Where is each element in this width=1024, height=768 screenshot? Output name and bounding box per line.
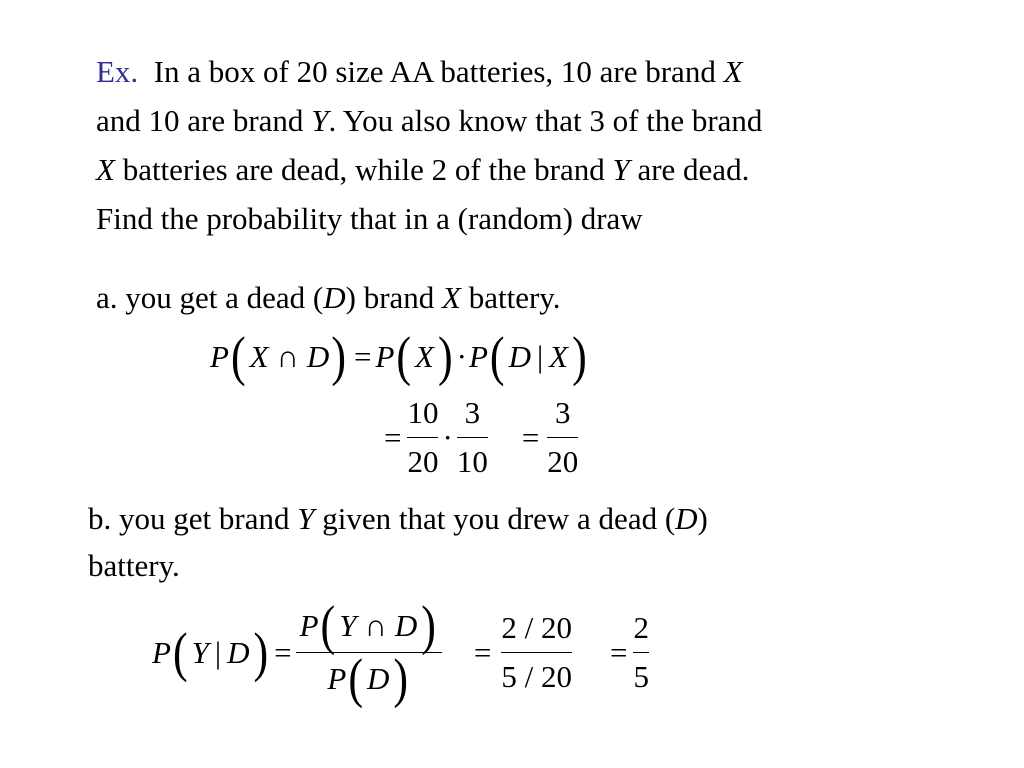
math-p: P xyxy=(210,339,229,374)
problem-text: are dead. xyxy=(629,152,750,187)
multiply-dot: · xyxy=(456,339,467,374)
variable-y: Y xyxy=(311,103,329,138)
part-b-prompt-line-1 xyxy=(88,499,708,539)
variable-d: D xyxy=(323,280,346,315)
math-d: D xyxy=(306,339,330,374)
problem-text: . You also know that 3 of the brand xyxy=(328,103,763,138)
equals-sign: = xyxy=(384,419,402,455)
right-paren: ) xyxy=(393,647,409,709)
intersection-symbol: ∩ xyxy=(276,339,299,374)
multiply-dot: · xyxy=(442,419,453,455)
denominator: 10 xyxy=(456,444,488,479)
numerator: 3 xyxy=(464,395,481,430)
fraction-10-20 xyxy=(407,393,438,482)
fraction-conditional xyxy=(296,594,442,709)
right-paren: ) xyxy=(421,594,436,656)
equals-sign: = xyxy=(353,339,372,374)
numerator: 3 xyxy=(555,395,571,430)
fraction-bar xyxy=(296,652,442,653)
part-a-equation-1 xyxy=(210,325,589,387)
fraction-bar xyxy=(457,437,488,438)
fraction-bar xyxy=(407,437,438,438)
fraction-3-20 xyxy=(547,393,578,482)
prompt-text: battery. xyxy=(88,548,180,583)
given-bar: | xyxy=(214,634,222,670)
fraction-bar xyxy=(547,437,578,438)
variable-x: X xyxy=(723,54,743,89)
numerator: 2 / 20 xyxy=(501,610,572,645)
math-d: D xyxy=(508,339,531,374)
left-paren: ( xyxy=(348,647,363,709)
variable-d: D xyxy=(675,501,698,536)
math-y: Y xyxy=(339,608,357,643)
denominator: 20 xyxy=(547,444,579,479)
problem-line-2 xyxy=(96,101,762,141)
prompt-text: battery. xyxy=(460,280,561,315)
prompt-text: ) xyxy=(697,501,708,536)
problem-line-4 xyxy=(96,199,643,239)
left-paren: ( xyxy=(489,325,505,387)
prompt-text: a. you get a dead ( xyxy=(96,280,324,315)
problem-text: In a box of 20 size AA batteries, 10 are brand xyxy=(153,54,716,89)
part-a-equation-2 xyxy=(384,393,578,482)
fraction-bar xyxy=(633,652,649,653)
fraction-3-10 xyxy=(457,393,488,482)
math-d: D xyxy=(227,634,250,670)
equals-sign: = xyxy=(473,634,492,670)
prompt-text: given that you drew a dead ( xyxy=(314,501,676,536)
right-paren: ) xyxy=(572,325,587,387)
math-p: P xyxy=(152,634,171,670)
problem-line-3 xyxy=(96,150,749,190)
math-y: Y xyxy=(191,634,209,670)
fraction-2-20-over-5-20 xyxy=(501,608,572,697)
problem-text: Find the probability that in a (random) draw xyxy=(96,201,643,236)
fraction-2-5 xyxy=(633,608,649,697)
numerator: 2 xyxy=(633,610,649,645)
left-paren: ( xyxy=(172,621,188,683)
numerator xyxy=(296,594,442,656)
equals-sign: = xyxy=(274,634,292,670)
math-x: X xyxy=(249,339,269,374)
right-paren: ) xyxy=(253,621,269,683)
math-p: P xyxy=(299,608,319,643)
left-paren: ( xyxy=(396,325,412,387)
prompt-text: b. you get brand xyxy=(88,501,290,536)
math-p: P xyxy=(375,339,395,374)
variable-x: X xyxy=(96,152,115,187)
variable-x: X xyxy=(442,280,461,315)
denominator: 20 xyxy=(407,444,439,479)
numerator: 10 xyxy=(407,395,439,430)
left-paren: ( xyxy=(230,325,246,387)
right-paren: ) xyxy=(437,325,453,387)
equals-sign: = xyxy=(521,419,540,455)
part-a-prompt xyxy=(96,278,561,318)
given-bar: | xyxy=(536,339,544,374)
right-paren: ) xyxy=(331,325,346,387)
problem-line-1 xyxy=(96,52,743,92)
denominator xyxy=(327,647,410,709)
math-p: P xyxy=(468,339,488,374)
example-label: Ex. xyxy=(96,54,139,89)
variable-y: Y xyxy=(297,501,315,536)
math-d: D xyxy=(367,661,390,696)
part-b-equation xyxy=(152,594,649,709)
fraction-bar xyxy=(501,652,572,653)
math-x: X xyxy=(415,339,434,374)
equals-sign: = xyxy=(609,634,628,670)
denominator: 5 / 20 xyxy=(501,659,572,694)
intersection-symbol: ∩ xyxy=(364,608,387,643)
part-b-prompt-line-2 xyxy=(88,546,180,586)
math-d: D xyxy=(394,608,418,643)
problem-text: batteries are dead, while 2 of the brand xyxy=(114,152,605,187)
prompt-text: ) brand xyxy=(345,280,435,315)
math-p: P xyxy=(327,661,347,696)
variable-y: Y xyxy=(612,152,630,187)
problem-text: and 10 are brand xyxy=(96,103,304,138)
math-x: X xyxy=(549,339,569,374)
left-paren: ( xyxy=(320,594,336,656)
denominator: 5 xyxy=(633,659,649,694)
